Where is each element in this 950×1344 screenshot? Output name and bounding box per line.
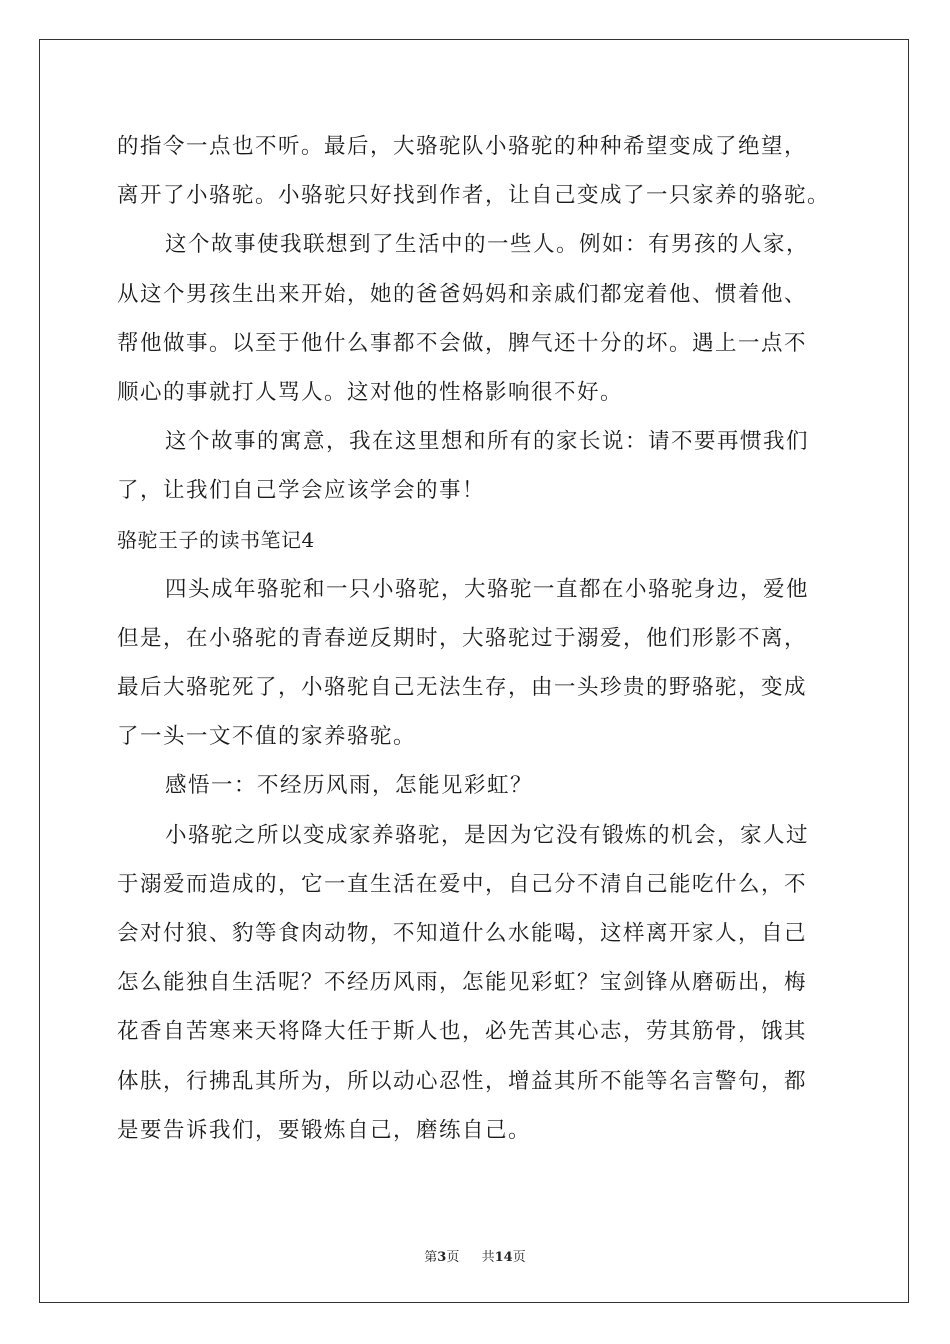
text-line: 是要告诉我们，要锻炼自己，磨练自己。	[117, 1117, 532, 1143]
text-line: 了一头一文不值的家养骆驼。	[117, 724, 417, 750]
text-line: 最后大骆驼死了，小骆驼自己无法生存，由一头珍贵的野骆驼，变成	[117, 675, 808, 701]
text-line: 体肤，行拂乱其所为，所以动心忍性，增益其所不能等名言警句，都	[117, 1068, 808, 1094]
total-pages-label: 共14页	[481, 1250, 526, 1265]
text-line: 了，让我们自己学会应该学会的事！	[117, 478, 486, 504]
paragraph-start-line: 四头成年骆驼和一只小骆驼，大骆驼一直都在小骆驼身边，爱他	[165, 576, 810, 602]
text-line: 花香自苦寒来天将降大任于斯人也，必先苦其心志，劳其筋骨，饿其	[117, 1019, 808, 1045]
text-line: 会对付狼、豹等食肉动物，不知道什么水能喝，这样离开家人，自己	[117, 921, 808, 946]
text-line: 顺心的事就打人骂人。这对他的性格影响很不好。	[117, 379, 624, 405]
section-heading: 骆驼王子的读书笔记4	[117, 527, 315, 552]
page-footer	[0, 1246, 950, 1265]
current-page-number: 3	[437, 1250, 447, 1265]
text-line: 的指令一点也不听。最后，大骆驼队小骆驼的种种希望变成了绝望，	[117, 134, 808, 159]
paragraph-start-line: 小骆驼之所以变成家养骆驼，是因为它没有锻炼的机会，家人过	[165, 822, 810, 848]
text-line: 帮他做事。以至于他什么事都不会做，脾气还十分的坏。遇上一点不	[117, 330, 808, 356]
text-line: 但是，在小骆驼的青春逆反期时，大骆驼过于溺爱，他们形影不离，	[117, 625, 808, 651]
page-number-label: 第3页	[424, 1250, 460, 1265]
insight-heading-line: 感悟一：不经历风雨，怎能见彩虹？	[165, 773, 534, 799]
text-line: 离开了小骆驼。小骆驼只好找到作者，让自己变成了一只家养的骆驼。	[117, 183, 831, 209]
document-body	[117, 122, 847, 1155]
text-line: 从这个男孩生出来开始，她的爸爸妈妈和亲戚们都宠着他、惯着他、	[117, 281, 808, 307]
paragraph-start-line: 这个故事使我联想到了生活中的一些人。例如：有男孩的人家，	[165, 232, 810, 258]
paragraph-start-line: 这个故事的寓意，我在这里想和所有的家长说：请不要再惯我们	[165, 429, 810, 455]
text-line: 于溺爱而造成的，它一直生活在爱中，自己分不清自己能吃什么，不	[117, 871, 808, 897]
total-page-count: 14	[494, 1250, 513, 1265]
text-line: 怎么能独自生活呢？不经历风雨，怎能见彩虹？宝剑锋从磨砺出，梅	[117, 970, 808, 996]
